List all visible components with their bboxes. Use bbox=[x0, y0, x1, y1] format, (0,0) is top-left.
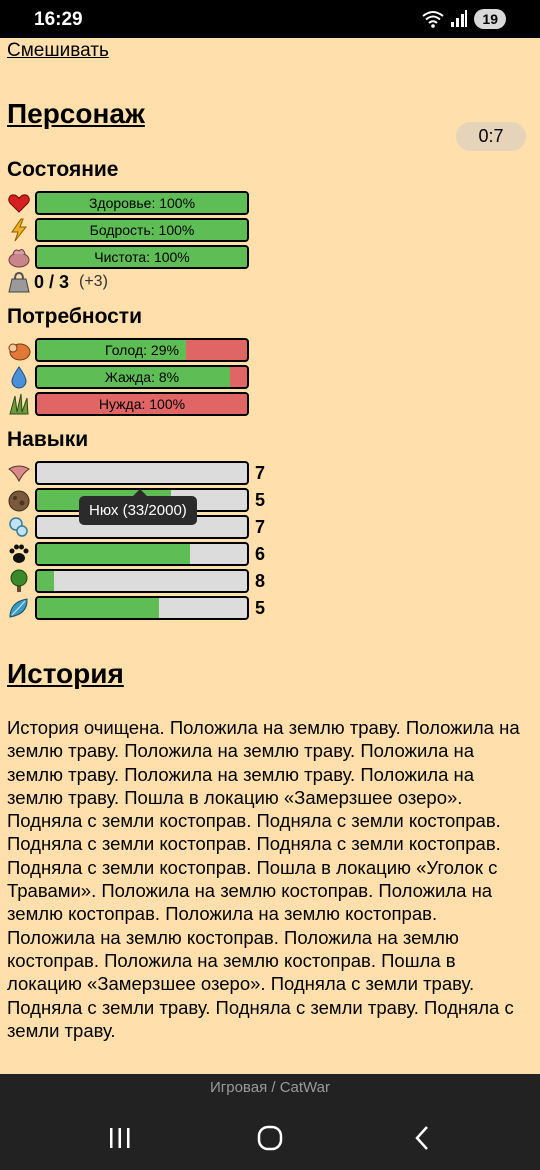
water-drop-icon bbox=[7, 365, 31, 389]
need-bar-label: Нужда: 100% bbox=[98, 396, 186, 412]
skill-bar-hunt[interactable] bbox=[35, 542, 249, 566]
recent-apps-icon bbox=[108, 1127, 132, 1149]
skill-value-smell: 7 bbox=[255, 463, 266, 483]
cleanliness-row bbox=[7, 245, 307, 269]
weight-value: 0 / 3 bbox=[34, 272, 70, 292]
skill-row-heal[interactable] bbox=[7, 596, 307, 620]
energy-bar bbox=[35, 218, 249, 242]
thirst-bar bbox=[35, 365, 249, 389]
hunger-icon bbox=[7, 338, 31, 362]
hunger-bar-label: Голод: 29% bbox=[105, 342, 179, 358]
skill-value-hunt: 6 bbox=[255, 544, 266, 564]
status-bar bbox=[0, 0, 540, 38]
skill-value-heal: 5 bbox=[255, 598, 266, 618]
thirst-row bbox=[7, 365, 307, 389]
page-content bbox=[0, 38, 540, 1074]
paw-icon bbox=[7, 542, 31, 566]
skill-row-smell[interactable] bbox=[7, 461, 307, 485]
skill-bar-fill bbox=[37, 571, 54, 591]
recent-apps-button[interactable] bbox=[100, 1120, 140, 1156]
skill-bar-fill bbox=[37, 598, 159, 618]
skill-bar-climb[interactable] bbox=[35, 569, 249, 593]
back-icon bbox=[412, 1125, 432, 1151]
skill-bar-heal[interactable] bbox=[35, 596, 249, 620]
dig-icon bbox=[7, 488, 31, 512]
need-icon bbox=[7, 392, 31, 416]
heart-icon bbox=[7, 191, 31, 215]
hunger-bar bbox=[35, 338, 249, 362]
cleanliness-bar bbox=[35, 245, 249, 269]
page-title-bar: Игровая / CatWar bbox=[210, 1079, 330, 1096]
skill-row-hunt[interactable] bbox=[7, 542, 307, 566]
mix-link[interactable]: Смешивать bbox=[7, 40, 109, 61]
state-heading: Состояние bbox=[7, 158, 119, 181]
skill-value-dig: 5 bbox=[255, 490, 266, 510]
skill-value-swim: 7 bbox=[255, 517, 266, 537]
wifi-icon bbox=[422, 10, 444, 28]
thirst-bar-label: Жажда: 8% bbox=[104, 369, 180, 385]
system-nav-bar bbox=[0, 1074, 540, 1170]
history-text: История очищена. Положила на землю траву. Положила на землю траву. Положила на землю траву. Положила на землю траву. Положила на землю траву. Положила на землю траву. Пошла в локацию «Замерзшее озеро». Подняла с земли костоправ. Подняла с земли костоправ. Подняла с земли костоправ. Подняла с земли костоправ. Подняла с земли костоправ. Пошла в локацию «Уголок с Травами». Положила на землю костоправ. Положила на землю костоправ. Положила на землю костоправ. Положила на землю костоправ. Положила на землю костоправ. Положила на землю костоправ. Пошла в локацию «Замерзшее озеро». Подняла с земли траву. Подняла с земли траву. Подняла с земли траву. Подняла с земли траву. bbox=[7, 717, 520, 1041]
skill-row-climb[interactable] bbox=[7, 569, 307, 593]
need-bar bbox=[35, 392, 249, 416]
energy-row bbox=[7, 218, 307, 242]
skills-heading: Навыки bbox=[7, 428, 89, 451]
history-heading: История bbox=[7, 658, 124, 689]
needs-heading: Потребности bbox=[7, 305, 142, 328]
need-row bbox=[7, 392, 307, 416]
tree-icon bbox=[7, 569, 31, 593]
cleanliness-bar-label: Чистота: 100% bbox=[94, 249, 190, 265]
status-icons bbox=[422, 9, 506, 29]
weight-extra: (+3) bbox=[79, 273, 108, 290]
health-row bbox=[7, 191, 307, 215]
signal-icon bbox=[450, 10, 468, 28]
action-timer: 0:7 bbox=[456, 122, 526, 151]
health-bar bbox=[35, 191, 249, 215]
status-time: 16:29 bbox=[34, 9, 83, 30]
character-heading: Персонаж bbox=[7, 98, 145, 129]
home-button[interactable] bbox=[250, 1120, 290, 1156]
home-icon bbox=[257, 1125, 283, 1151]
skill-bar-fill bbox=[37, 544, 190, 564]
energy-bar-label: Бодрость: 100% bbox=[89, 222, 195, 238]
skill-tooltip: Нюх (33/2000) bbox=[79, 496, 197, 525]
skill-value-climb: 8 bbox=[255, 571, 266, 591]
weight-icon bbox=[7, 270, 31, 294]
battery-indicator: 19 bbox=[474, 9, 506, 29]
cleanliness-icon bbox=[7, 245, 31, 269]
swim-icon bbox=[7, 515, 31, 539]
back-button[interactable] bbox=[402, 1120, 442, 1156]
health-bar-label: Здоровье: 100% bbox=[88, 195, 196, 211]
skill-bar-smell[interactable] bbox=[35, 461, 249, 485]
heal-icon bbox=[7, 596, 31, 620]
hunger-row bbox=[7, 338, 307, 362]
nose-icon bbox=[7, 461, 31, 485]
lightning-icon bbox=[7, 218, 31, 242]
